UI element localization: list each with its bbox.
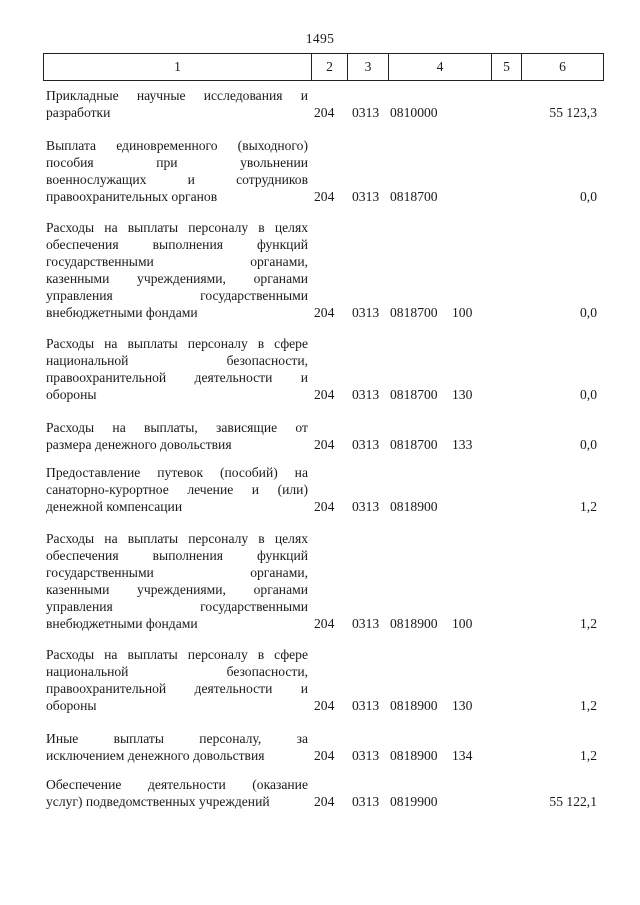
description-line: внебюджетными фондами bbox=[46, 305, 198, 320]
description-line: Обеспечение деятельности (оказание bbox=[46, 777, 308, 792]
description-line: Расходы на выплаты персоналу в целях bbox=[46, 220, 308, 235]
description-line: обороны bbox=[46, 387, 97, 402]
code-col-2: 204 bbox=[314, 387, 335, 402]
code-col-2: 204 bbox=[314, 748, 335, 763]
description-line: Расходы на выплаты, зависящие от bbox=[46, 420, 308, 435]
row-description bbox=[46, 335, 308, 403]
code-col-4: 0819900 bbox=[390, 794, 438, 809]
row-description bbox=[46, 464, 308, 515]
description-line: Выплата единовременного (выходного) bbox=[46, 138, 308, 153]
description-line: государственными органами, bbox=[46, 254, 308, 269]
description-line: разработки bbox=[46, 105, 111, 120]
row-description bbox=[46, 646, 308, 714]
code-col-3: 0313 bbox=[352, 305, 380, 320]
description-line: Расходы на выплаты персоналу в сфере bbox=[46, 647, 308, 662]
code-col-2: 204 bbox=[314, 305, 335, 320]
description-line: услуг) подведомственных учреждений bbox=[46, 794, 270, 809]
code-col-2: 204 bbox=[314, 499, 335, 514]
row-description bbox=[46, 87, 308, 121]
description-line: казенными учреждениями, органами bbox=[46, 582, 308, 597]
description-line: правоохранительных органов bbox=[46, 189, 218, 204]
row-description bbox=[46, 530, 308, 632]
code-col-2: 204 bbox=[314, 616, 335, 631]
amount-col-6: 1,2 bbox=[580, 748, 597, 763]
description-line: обороны bbox=[46, 698, 97, 713]
amount-col-6: 0,0 bbox=[580, 189, 597, 204]
column-header-3: 3 bbox=[348, 54, 389, 80]
code-col-5: 130 bbox=[452, 387, 473, 402]
code-col-2: 204 bbox=[314, 105, 335, 120]
description-line: Предоставление путевок (пособий) на bbox=[46, 465, 308, 480]
row-description bbox=[46, 219, 308, 321]
column-header-1: 1 bbox=[44, 54, 312, 80]
description-line: управления государственными bbox=[46, 599, 308, 614]
code-col-3: 0313 bbox=[352, 748, 380, 763]
table-row bbox=[0, 776, 640, 810]
code-col-3: 0313 bbox=[352, 794, 380, 809]
code-col-2: 204 bbox=[314, 189, 335, 204]
code-col-5: 100 bbox=[452, 305, 473, 320]
description-line: государственными органами, bbox=[46, 565, 308, 580]
code-col-4: 0818700 bbox=[390, 437, 438, 452]
column-header-6: 6 bbox=[559, 59, 566, 74]
code-col-4: 0818700 bbox=[390, 387, 438, 402]
code-col-5: 134 bbox=[452, 748, 473, 763]
code-col-4: 0818900 bbox=[390, 748, 438, 763]
column-header-2: 2 bbox=[312, 54, 348, 80]
description-line: Расходы на выплаты персоналу в сфере bbox=[46, 336, 308, 351]
code-col-5: 100 bbox=[452, 616, 473, 631]
description-line: правоохранительной деятельности и bbox=[46, 370, 308, 385]
code-col-4: 0810000 bbox=[390, 105, 438, 120]
amount-col-6: 0,0 bbox=[580, 387, 597, 402]
amount-col-6: 55 123,3 bbox=[549, 105, 597, 120]
table-row bbox=[0, 464, 640, 515]
code-col-4: 0818700 bbox=[390, 305, 438, 320]
description-line: внебюджетными фондами bbox=[46, 616, 198, 631]
description-line: Прикладные научные исследования и bbox=[46, 88, 308, 103]
description-line: военнослужащих и сотрудников bbox=[46, 172, 308, 187]
column-header-5: 5 bbox=[492, 54, 522, 80]
code-col-4: 0818900 bbox=[390, 499, 438, 514]
code-col-2: 204 bbox=[314, 794, 335, 809]
table-header bbox=[43, 53, 604, 81]
row-description bbox=[46, 730, 308, 764]
description-line: управления государственными bbox=[46, 288, 308, 303]
description-line: пособия при увольнении bbox=[46, 155, 308, 170]
table-row bbox=[0, 646, 640, 714]
description-line: обеспечения выполнения функций bbox=[46, 548, 308, 563]
amount-col-6: 55 122,1 bbox=[549, 794, 597, 809]
code-col-2: 204 bbox=[314, 698, 335, 713]
description-line: национальной безопасности, bbox=[46, 353, 308, 368]
table-row bbox=[0, 530, 640, 632]
amount-col-6: 0,0 bbox=[580, 437, 597, 452]
code-col-4: 0818900 bbox=[390, 698, 438, 713]
description-line: национальной безопасности, bbox=[46, 664, 308, 679]
description-line: денежной компенсации bbox=[46, 499, 183, 514]
code-col-5: 130 bbox=[452, 698, 473, 713]
code-col-3: 0313 bbox=[352, 499, 380, 514]
amount-col-6: 1,2 bbox=[580, 499, 597, 514]
table-row bbox=[0, 730, 640, 764]
code-col-3: 0313 bbox=[352, 437, 380, 452]
description-line: Расходы на выплаты персоналу в целях bbox=[46, 531, 308, 546]
row-description bbox=[46, 776, 308, 810]
code-col-2: 204 bbox=[314, 437, 335, 452]
description-line: Иные выплаты персоналу, за bbox=[46, 731, 308, 746]
code-col-3: 0313 bbox=[352, 387, 380, 402]
code-col-5: 133 bbox=[452, 437, 473, 452]
code-col-4: 0818700 bbox=[390, 189, 438, 204]
code-col-3: 0313 bbox=[352, 616, 380, 631]
amount-col-6: 1,2 bbox=[580, 698, 597, 713]
amount-col-6: 0,0 bbox=[580, 305, 597, 320]
description-line: обеспечения выполнения функций bbox=[46, 237, 308, 252]
page-number: 1495 bbox=[305, 31, 335, 46]
description-line: санаторно-курортное лечение и (или) bbox=[46, 482, 308, 497]
code-col-3: 0313 bbox=[352, 698, 380, 713]
row-description bbox=[46, 137, 308, 205]
description-line: правоохранительной деятельности и bbox=[46, 681, 308, 696]
column-header-4: 4 bbox=[389, 54, 492, 80]
table-row bbox=[0, 219, 640, 321]
description-line: исключением денежного довольствия bbox=[46, 748, 265, 763]
description-line: размера денежного довольствия bbox=[46, 437, 232, 452]
table-row bbox=[0, 137, 640, 205]
table-row bbox=[0, 335, 640, 403]
code-col-3: 0313 bbox=[352, 189, 380, 204]
table-row bbox=[0, 87, 640, 121]
description-line: казенными учреждениями, органами bbox=[46, 271, 308, 286]
table-row bbox=[0, 419, 640, 453]
row-description bbox=[46, 419, 308, 453]
code-col-3: 0313 bbox=[352, 105, 380, 120]
amount-col-6: 1,2 bbox=[580, 616, 597, 631]
code-col-4: 0818900 bbox=[390, 616, 438, 631]
